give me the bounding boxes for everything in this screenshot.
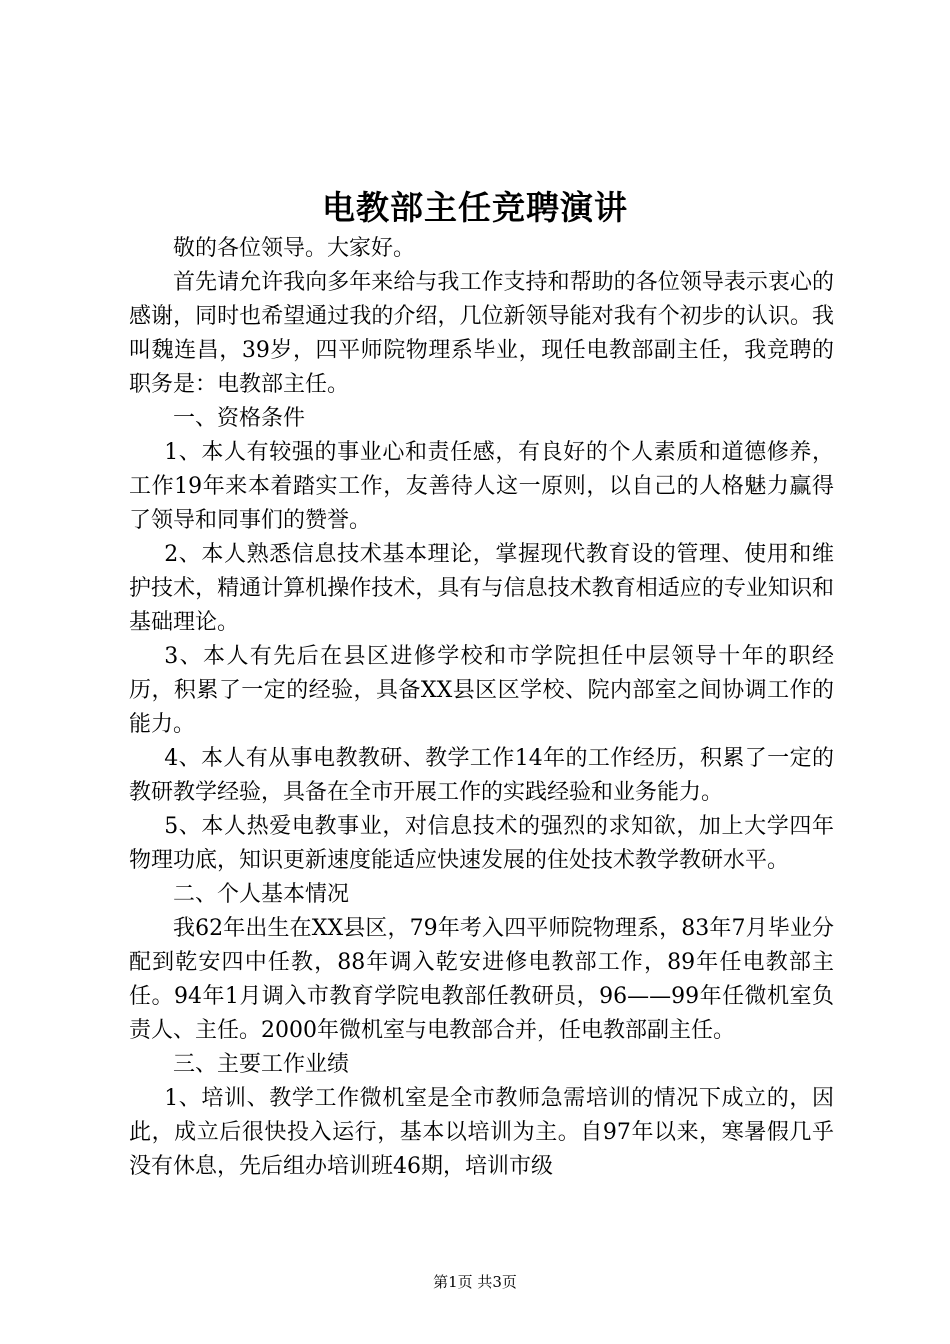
page-footer: 第1页 共3页 xyxy=(433,1273,517,1291)
paragraph-qualification-3: 3、本人有先后在县区进修学校和市学院担任中层领导十年的职经历，积累了一定的经验，具备XX县区区学校、院内部室之间协调工作的能力。 xyxy=(129,644,834,737)
paragraph-achievement-1: 1、培训、教学工作微机室是全市教师急需培训的情况下成立的，因此，成立后很快投入运行，基本以培训为主。自97年以来，寒暑假几乎没有休息，先后组办培训班46期，培训市级 xyxy=(129,1086,834,1179)
paragraph-qualification-4: 4、本人有从事电教教研、教学工作14年的工作经历，积累了一定的教研教学经验，具备在全市开展工作的实践经验和业务能力。 xyxy=(129,746,834,805)
section-heading-personal-info: 二、个人基本情况 xyxy=(173,882,350,907)
document-title: 电教部主任竞聘演讲 xyxy=(322,188,628,227)
section-heading-qualifications: 一、资格条件 xyxy=(173,406,306,431)
paragraph-introduction: 首先请允许我向多年来给与我工作支持和帮助的各位领导表示衷心的感谢，同时也希望通过我的介绍，几位新领导能对我有个初步的认识。我叫魏连昌，39岁，四平师院物理系毕业，现任电教部副主任，我竞聘的职务是：电教部主任。 xyxy=(129,270,834,397)
paragraph-qualification-5: 5、本人热爱电教事业，对信息技术的强烈的求知欲，加上大学四年物理功底，知识更新速度能适应快速发展的住处技术教学教研水平。 xyxy=(129,814,834,873)
paragraph-personal-info: 我62年出生在XX县区，79年考入四平师院物理系，83年7月毕业分配到乾安四中任教，88年调入乾安进修电教部工作，89年任电教部主任。94年1月调入市教育学院电教部任教研员，96——99年任微机室负责人、主任。2000年微机室与电教部合并，任电教部副主任。 xyxy=(129,916,834,1043)
document-body xyxy=(129,232,834,1184)
paragraph-qualification-2: 2、本人熟悉信息技术基本理论，掌握现代教育设的管理、使用和维护技术，精通计算机操作技术，具有与信息技术教育相适应的专业知识和基础理论。 xyxy=(129,542,834,635)
paragraph-greeting: 敬的各位领导。大家好。 xyxy=(173,236,416,261)
paragraph-qualification-1: 1、本人有较强的事业心和责任感，有良好的个人素质和道德修养，工作19年来本着踏实工作，友善待人这一原则，以自己的人格魅力赢得了领导和同事们的赞誉。 xyxy=(129,440,834,533)
section-heading-achievements: 三、主要工作业绩 xyxy=(173,1052,350,1077)
